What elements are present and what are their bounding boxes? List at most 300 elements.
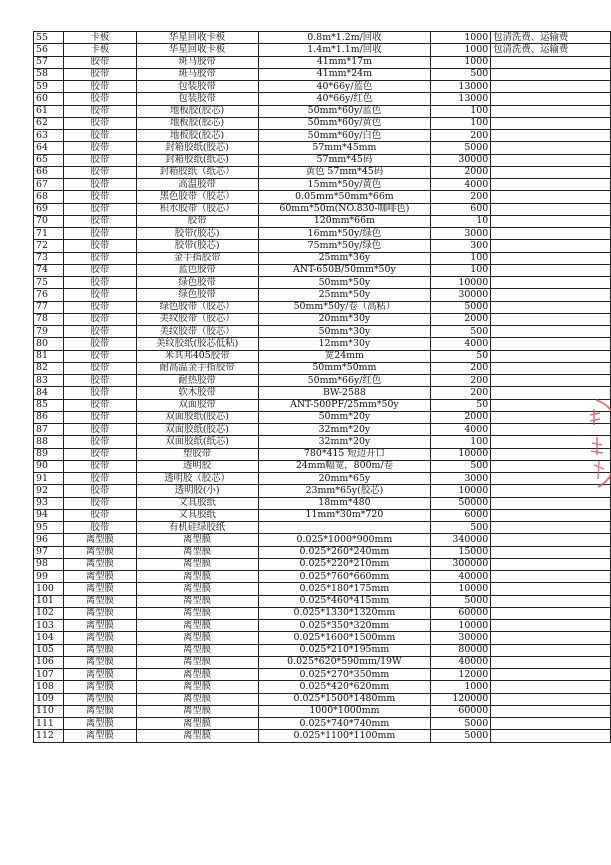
quantity-cell: 1000: [431, 56, 491, 68]
table-row: [34, 375, 611, 387]
table-row: [34, 485, 611, 497]
item-name-cell: 透明胶(小): [136, 485, 258, 497]
note-cell: [491, 399, 611, 411]
note-cell: [491, 583, 611, 595]
category-cell: 离型膜: [63, 632, 136, 644]
note-cell: [491, 142, 611, 154]
category-cell: 胶带: [63, 399, 136, 411]
note-cell: [491, 179, 611, 191]
item-name-cell: 地板胶(胶芯): [136, 117, 258, 129]
spec-cell: 0.025*1500*1480mm: [258, 693, 431, 705]
spec-cell: 0.025*180*175mm: [258, 583, 431, 595]
note-cell: [491, 130, 611, 142]
category-cell: 胶带: [63, 105, 136, 117]
item-name-cell: 地板胶(胶芯): [136, 105, 258, 117]
category-cell: 离型膜: [63, 693, 136, 705]
quantity-cell: 3000: [431, 228, 491, 240]
note-cell: [491, 93, 611, 105]
item-name-cell: 包装胶带: [136, 93, 258, 105]
category-cell: 胶带: [63, 166, 136, 178]
quantity-cell: 50: [431, 399, 491, 411]
table-row: [34, 350, 611, 362]
category-cell: 离型膜: [63, 718, 136, 730]
item-name-cell: 塑胶带: [136, 448, 258, 460]
row-number: 74: [34, 264, 64, 276]
spec-cell: 40*66y/蓝色: [258, 81, 431, 93]
category-cell: 胶带: [63, 117, 136, 129]
row-number: 80: [34, 338, 64, 350]
item-name-cell: 胶带(胶芯): [136, 240, 258, 252]
table-row: [34, 277, 611, 289]
table-row: [34, 607, 611, 619]
note-cell: [491, 607, 611, 619]
note-cell: [491, 264, 611, 276]
row-number: 79: [34, 326, 64, 338]
spec-cell: 15mm*50y/黄色: [258, 179, 431, 191]
table-row: [34, 387, 611, 399]
quantity-cell: 100: [431, 117, 491, 129]
item-name-cell: 离型膜: [136, 644, 258, 656]
quantity-cell: 13000: [431, 93, 491, 105]
item-name-cell: 离型膜: [136, 705, 258, 717]
category-cell: 胶带: [63, 460, 136, 472]
category-cell: 胶带: [63, 56, 136, 68]
category-cell: 胶带: [63, 313, 136, 325]
row-number: 64: [34, 142, 64, 154]
table-row: [34, 473, 611, 485]
category-cell: 胶带: [63, 362, 136, 374]
table-row: [34, 154, 611, 166]
table-row: [34, 497, 611, 509]
item-name-cell: 美纹胶带（胶芯）: [136, 326, 258, 338]
table-row: [34, 44, 611, 56]
table-row: [34, 669, 611, 681]
item-name-cell: 双面胶纸(胶芯): [136, 411, 258, 423]
note-cell: [491, 448, 611, 460]
spec-cell: 黄色 57mm*45码: [258, 166, 431, 178]
quantity-cell: 500: [431, 460, 491, 472]
table-row: [34, 448, 611, 460]
table-row: [34, 179, 611, 191]
row-number: 77: [34, 301, 64, 313]
spec-cell: 50mm*50mm: [258, 362, 431, 374]
quantity-cell: 10000: [431, 583, 491, 595]
item-name-cell: 封箱胶纸(纸芯): [136, 154, 258, 166]
table-row: [34, 620, 611, 632]
category-cell: 胶带: [63, 277, 136, 289]
note-cell: [491, 350, 611, 362]
category-cell: 胶带: [63, 179, 136, 191]
quantity-cell: 10000: [431, 485, 491, 497]
spec-cell: 11mm*30m*720: [258, 509, 431, 521]
table-row: [34, 338, 611, 350]
category-cell: 卡板: [63, 44, 136, 56]
spec-cell: 50mm*20y: [258, 411, 431, 423]
category-cell: 离型膜: [63, 607, 136, 619]
quantity-cell: 5000: [431, 142, 491, 154]
item-name-cell: 双面胶带: [136, 399, 258, 411]
item-name-cell: 离型膜: [136, 595, 258, 607]
note-cell: 包清洗费、运输费: [491, 32, 611, 44]
table-row: [34, 632, 611, 644]
table-row: [34, 460, 611, 472]
note-cell: [491, 117, 611, 129]
table-row: [34, 81, 611, 93]
table-body: [34, 32, 611, 743]
note-cell: 包清洗费、运输费: [491, 44, 611, 56]
category-cell: 离型膜: [63, 558, 136, 570]
quantity-cell: 200: [431, 362, 491, 374]
item-name-cell: 绿色胶带（胶芯）: [136, 301, 258, 313]
quantity-cell: 4000: [431, 179, 491, 191]
category-cell: 胶带: [63, 240, 136, 252]
item-name-cell: 绿色胶带: [136, 289, 258, 301]
category-cell: 胶带: [63, 473, 136, 485]
category-cell: 离型膜: [63, 583, 136, 595]
table-row: [34, 32, 611, 44]
item-name-cell: 离型膜: [136, 681, 258, 693]
row-number: 65: [34, 154, 64, 166]
quantity-cell: 340000: [431, 534, 491, 546]
item-name-cell: 离型膜: [136, 546, 258, 558]
spec-cell: 50mm*66y/红色: [258, 375, 431, 387]
quantity-cell: 6000: [431, 509, 491, 521]
spec-cell: 32mm*20y: [258, 436, 431, 448]
table-row: [34, 326, 611, 338]
quantity-cell: 100: [431, 105, 491, 117]
row-number: 66: [34, 166, 64, 178]
item-name-cell: 透明胶（胶芯）: [136, 473, 258, 485]
category-cell: 胶带: [63, 509, 136, 521]
row-number: 60: [34, 93, 64, 105]
item-name-cell: 华星回收卡板: [136, 44, 258, 56]
quantity-cell: 2000: [431, 313, 491, 325]
spec-cell: 75mm*50y/绿色: [258, 240, 431, 252]
row-number: 106: [34, 656, 64, 668]
item-name-cell: 有机硅绿胶纸: [136, 522, 258, 534]
quantity-cell: 40000: [431, 656, 491, 668]
item-name-cell: 离型膜: [136, 730, 258, 742]
row-number: 94: [34, 509, 64, 521]
row-number: 107: [34, 669, 64, 681]
spec-cell: 0.025*1330*1320mm: [258, 607, 431, 619]
category-cell: 胶带: [63, 448, 136, 460]
note-cell: [491, 326, 611, 338]
spec-cell: 宽24mm: [258, 350, 431, 362]
table-row: [34, 289, 611, 301]
row-number: 58: [34, 68, 64, 80]
quantity-cell: 40000: [431, 571, 491, 583]
row-number: 62: [34, 117, 64, 129]
table-row: [34, 522, 611, 534]
row-number: 93: [34, 497, 64, 509]
category-cell: 离型膜: [63, 705, 136, 717]
note-cell: [491, 473, 611, 485]
note-cell: [491, 436, 611, 448]
item-name-cell: 离型膜: [136, 669, 258, 681]
category-cell: 离型膜: [63, 669, 136, 681]
item-name-cell: 封箱胶纸（纸芯）: [136, 166, 258, 178]
category-cell: 离型膜: [63, 620, 136, 632]
category-cell: 胶带: [63, 264, 136, 276]
note-cell: [491, 411, 611, 423]
table-row: [34, 681, 611, 693]
spec-cell: 50mm*50y: [258, 277, 431, 289]
spec-cell: 50mm*60y/蓝色: [258, 105, 431, 117]
spec-cell: 20mm*65y: [258, 473, 431, 485]
table-row: [34, 558, 611, 570]
row-number: 73: [34, 252, 64, 264]
row-number: 83: [34, 375, 64, 387]
spec-cell: 0.025*420*620mm: [258, 681, 431, 693]
spec-cell: ANT-500PF/25mm*50y: [258, 399, 431, 411]
category-cell: 离型膜: [63, 595, 136, 607]
table-row: [34, 571, 611, 583]
spec-cell: 1000*1000mm: [258, 705, 431, 717]
spec-cell: 60mm*50m(NO.830-咖啡色): [258, 203, 431, 215]
spec-cell: ANT-650B/50mm*50y: [258, 264, 431, 276]
spec-cell: 50mm*60y/黄色: [258, 117, 431, 129]
table-row: [34, 509, 611, 521]
row-number: 67: [34, 179, 64, 191]
row-number: 71: [34, 228, 64, 240]
spec-cell: 0.025*260*240mm: [258, 546, 431, 558]
quantity-cell: 5000: [431, 718, 491, 730]
category-cell: 离型膜: [63, 644, 136, 656]
spec-cell: 780*415 短边开口: [258, 448, 431, 460]
category-cell: 胶带: [63, 522, 136, 534]
note-cell: [491, 558, 611, 570]
spec-cell: 57mm*45mm: [258, 142, 431, 154]
row-number: 95: [34, 522, 64, 534]
spec-cell: 120mm*66m: [258, 215, 431, 227]
note-cell: [491, 522, 611, 534]
note-cell: [491, 546, 611, 558]
category-cell: 离型膜: [63, 656, 136, 668]
quantity-cell: 200: [431, 375, 491, 387]
note-cell: [491, 656, 611, 668]
row-number: 108: [34, 681, 64, 693]
note-cell: [491, 68, 611, 80]
quantity-cell: 13000: [431, 81, 491, 93]
category-cell: 离型膜: [63, 571, 136, 583]
row-number: 89: [34, 448, 64, 460]
row-number: 111: [34, 718, 64, 730]
row-number: 90: [34, 460, 64, 472]
item-name-cell: 离型膜: [136, 632, 258, 644]
row-number: 99: [34, 571, 64, 583]
quantity-cell: 60000: [431, 607, 491, 619]
table-row: [34, 595, 611, 607]
category-cell: 胶带: [63, 375, 136, 387]
row-number: 109: [34, 693, 64, 705]
table-row: [34, 705, 611, 717]
spec-cell: 0.025*210*195mm: [258, 644, 431, 656]
table-row: [34, 191, 611, 203]
spec-cell: 0.025*1000*900mm: [258, 534, 431, 546]
table-row: [34, 436, 611, 448]
row-number: 105: [34, 644, 64, 656]
item-name-cell: 离型膜: [136, 620, 258, 632]
table-row: [34, 56, 611, 68]
quantity-cell: 500: [431, 326, 491, 338]
item-name-cell: 耐热胶带: [136, 375, 258, 387]
row-number: 87: [34, 424, 64, 436]
row-number: 78: [34, 313, 64, 325]
spec-cell: 0.025*620*590mm/19W: [258, 656, 431, 668]
note-cell: [491, 301, 611, 313]
row-number: 81: [34, 350, 64, 362]
spec-cell: 41mm*17m: [258, 56, 431, 68]
quantity-cell: 5000: [431, 301, 491, 313]
category-cell: 胶带: [63, 252, 136, 264]
category-cell: 胶带: [63, 497, 136, 509]
note-cell: [491, 338, 611, 350]
note-cell: [491, 375, 611, 387]
item-name-cell: 金手指胶带: [136, 252, 258, 264]
category-cell: 离型膜: [63, 546, 136, 558]
row-number: 61: [34, 105, 64, 117]
row-number: 57: [34, 56, 64, 68]
item-name-cell: 离型膜: [136, 718, 258, 730]
item-name-cell: 离型膜: [136, 583, 258, 595]
spec-cell: 0.025*760*660mm: [258, 571, 431, 583]
quantity-cell: 80000: [431, 644, 491, 656]
note-cell: [491, 362, 611, 374]
quantity-cell: 5000: [431, 730, 491, 742]
category-cell: 胶带: [63, 228, 136, 240]
quantity-cell: 4000: [431, 424, 491, 436]
quantity-cell: 300: [431, 240, 491, 252]
table-row: [34, 313, 611, 325]
note-cell: [491, 203, 611, 215]
quantity-cell: 500: [431, 522, 491, 534]
category-cell: 胶带: [63, 215, 136, 227]
note-cell: [491, 81, 611, 93]
item-name-cell: 绿色胶带: [136, 277, 258, 289]
item-name-cell: 离型膜: [136, 693, 258, 705]
item-name-cell: 文具胶纸: [136, 497, 258, 509]
note-cell: [491, 252, 611, 264]
note-cell: [491, 497, 611, 509]
item-name-cell: 离型膜: [136, 571, 258, 583]
table-row: [34, 534, 611, 546]
note-cell: [491, 424, 611, 436]
table-row: [34, 203, 611, 215]
note-cell: [491, 730, 611, 742]
table-row: [34, 215, 611, 227]
item-name-cell: 双面胶纸(胶芯): [136, 424, 258, 436]
table-row: [34, 130, 611, 142]
row-number: 68: [34, 191, 64, 203]
quantity-cell: 100: [431, 264, 491, 276]
item-name-cell: 胶带(胶芯): [136, 228, 258, 240]
category-cell: 胶带: [63, 68, 136, 80]
spec-cell: 25mm*50y: [258, 289, 431, 301]
table-row: [34, 93, 611, 105]
quantity-cell: 100: [431, 252, 491, 264]
note-cell: [491, 313, 611, 325]
spec-cell: BW-2588: [258, 387, 431, 399]
item-name-cell: 斑马胶带: [136, 56, 258, 68]
spec-cell: 20mm*30y: [258, 313, 431, 325]
quantity-cell: 30000: [431, 289, 491, 301]
item-name-cell: 包装胶带: [136, 81, 258, 93]
row-number: 69: [34, 203, 64, 215]
item-name-cell: 胶带: [136, 215, 258, 227]
row-number: 104: [34, 632, 64, 644]
spec-cell: 0.8m*1.2m/回收: [258, 32, 431, 44]
row-number: 56: [34, 44, 64, 56]
row-number: 76: [34, 289, 64, 301]
note-cell: [491, 191, 611, 203]
table-row: [34, 424, 611, 436]
item-name-cell: 积水胶带（胶芯）: [136, 203, 258, 215]
row-number: 91: [34, 473, 64, 485]
spec-cell: 0.025*460*415mm: [258, 595, 431, 607]
item-name-cell: 米其邦405胶带: [136, 350, 258, 362]
item-name-cell: 透明胶: [136, 460, 258, 472]
row-number: 86: [34, 411, 64, 423]
spec-cell: 50mm*50y/卷（高粘）: [258, 301, 431, 313]
quantity-cell: 10000: [431, 620, 491, 632]
note-cell: [491, 154, 611, 166]
quantity-cell: 600: [431, 203, 491, 215]
item-name-cell: 地板胶(胶芯): [136, 130, 258, 142]
quantity-cell: 1000: [431, 44, 491, 56]
note-cell: [491, 620, 611, 632]
row-number: 82: [34, 362, 64, 374]
spec-cell: 0.05mm*50mm*66m: [258, 191, 431, 203]
quantity-cell: 10: [431, 215, 491, 227]
category-cell: 离型膜: [63, 681, 136, 693]
item-name-cell: 封箱胶纸(胶芯): [136, 142, 258, 154]
quantity-cell: 5000: [431, 595, 491, 607]
item-name-cell: 软木胶带: [136, 387, 258, 399]
table-row: [34, 252, 611, 264]
category-cell: 胶带: [63, 203, 136, 215]
item-name-cell: 蓝色胶带: [136, 264, 258, 276]
quantity-cell: 2000: [431, 411, 491, 423]
quantity-cell: 10000: [431, 448, 491, 460]
table-row: [34, 693, 611, 705]
category-cell: 胶带: [63, 301, 136, 313]
note-cell: [491, 644, 611, 656]
quantity-cell: 60000: [431, 705, 491, 717]
quantity-cell: 4000: [431, 338, 491, 350]
quantity-cell: 10000: [431, 277, 491, 289]
category-cell: 离型膜: [63, 534, 136, 546]
spec-cell: 40*66y/红色: [258, 93, 431, 105]
note-cell: [491, 277, 611, 289]
table-row: [34, 644, 611, 656]
item-name-cell: 美纹胶纸(胶芯低粘): [136, 338, 258, 350]
row-number: 55: [34, 32, 64, 44]
category-cell: 胶带: [63, 338, 136, 350]
quantity-cell: 200: [431, 130, 491, 142]
table-row: [34, 301, 611, 313]
quantity-cell: 200: [431, 387, 491, 399]
spec-cell: 0.025*1100*1100mm: [258, 730, 431, 742]
table-row: [34, 264, 611, 276]
row-number: 85: [34, 399, 64, 411]
spec-cell: 18mm*480: [258, 497, 431, 509]
category-cell: 胶带: [63, 350, 136, 362]
table-row: [34, 362, 611, 374]
quantity-cell: 12000: [431, 669, 491, 681]
table-row: [34, 240, 611, 252]
table-row: [34, 399, 611, 411]
